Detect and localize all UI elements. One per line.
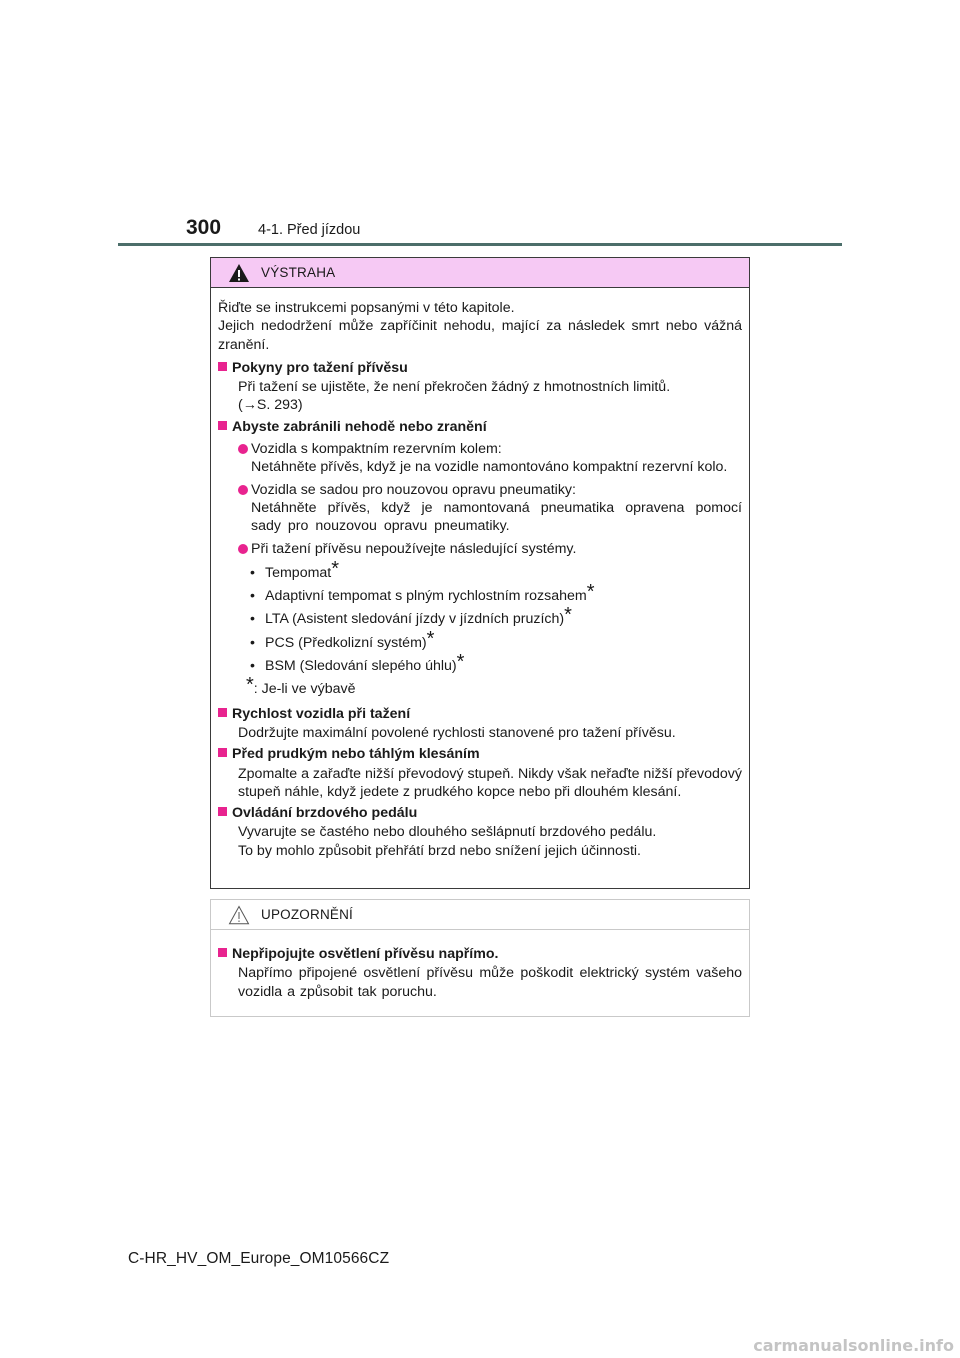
header-rule (118, 243, 842, 246)
system-item: • PCS (Předkolizní systém)* (250, 627, 435, 651)
bullet-item (218, 540, 742, 558)
warning-box (210, 257, 750, 889)
system-item: • BSM (Sledování slepého úhlu)* (250, 651, 465, 675)
square-bullet-icon (218, 708, 227, 717)
asterisk-mark: * (586, 581, 595, 604)
section-vehicle-speed (218, 705, 742, 743)
square-bullet-icon (218, 948, 227, 957)
caution-box (210, 899, 750, 1017)
warning-triangle-filled-icon (228, 263, 250, 283)
footnote: *: Je-li ve výbavě (246, 674, 356, 698)
square-bullet-icon (218, 362, 227, 371)
warning-label: VÝSTRAHA (261, 265, 336, 280)
asterisk-mark: * (456, 651, 465, 674)
systems-list (218, 557, 742, 675)
caution-label: UPOZORNĚNÍ (261, 907, 354, 922)
round-bullet-icon (238, 444, 248, 454)
section-heading: Rychlost vozidla při tažení (232, 705, 411, 722)
section-steep-descent (218, 745, 742, 801)
section-text: Dodržujte maximální povolené rychlosti stanovené pro tažení přívěsu. (238, 724, 676, 741)
system-item: • LTA (Asistent sledování jízdy v jízdních pruzích)* (250, 604, 572, 628)
section-brake-pedal (218, 804, 742, 860)
warning-body (211, 288, 749, 860)
caution-body (211, 930, 749, 1001)
section-heading: Abyste zabránili nehodě nebo zranění (232, 418, 487, 435)
warning-intro-line1: Řiďte se instrukcemi popsanými v této kapitole. (218, 300, 515, 316)
document-code: C-HR_HV_OM_Europe_OM10566CZ (128, 1250, 390, 1267)
section-text: Napřímo připojené osvětlení přívěsu může poškodit elektrický systém vašeho vozidla a způsobit tak poruchu. (238, 965, 742, 1000)
watermark: carmanualsonline.info (753, 1336, 954, 1355)
asterisk-mark: * (331, 557, 340, 580)
warning-header (211, 258, 749, 288)
warning-triangle-outline-icon (228, 905, 250, 925)
round-bullet-icon (238, 544, 248, 554)
bullet-line: Netáhněte přívěs, když je namontovaná pneumatika opravena pomocí sady pro nouzovou opravu pneumatiky. (251, 499, 742, 535)
section-text: Při tažení se ujistěte, že není překročen žádný z hmotnostních limitů. (238, 379, 671, 396)
section-towing-instructions (218, 359, 742, 415)
section-text: Vyvarujte se častého nebo dlouhého sešlápnutí brzdového pedálu. (238, 824, 657, 841)
bullet-line: Netáhněte přívěs, když je na vozidle namontováno kompaktní rezervní kolo. (251, 459, 728, 476)
warning-intro (218, 299, 742, 354)
bullet-line: Vozidla s kompaktním rezervním kolem: (251, 441, 502, 458)
section-heading: Ovládání brzdového pedálu (232, 805, 418, 822)
square-bullet-icon (218, 807, 227, 816)
section-prevent-accident (218, 418, 742, 699)
section-heading: Pokyny pro tažení přívěsu (232, 359, 408, 376)
square-bullet-icon (218, 748, 227, 757)
page-number: 300 (186, 216, 222, 239)
square-bullet-icon (218, 421, 227, 430)
round-bullet-icon (238, 485, 248, 495)
caution-header (211, 900, 749, 930)
page-reference: (→S. 293) (238, 397, 303, 414)
section-title: 4-1. Před jízdou (258, 222, 361, 238)
bullet-item (218, 440, 742, 477)
section-heading: Nepřipojujte osvětlení přívěsu napřímo. (232, 946, 499, 962)
bullet-line: Vozidla se sadou pro nouzovou opravu pneumatiky: (251, 481, 576, 498)
system-item: • Adaptivní tempomat s plným rychlostním rozsahem* (250, 581, 595, 605)
bullet-item (218, 481, 742, 536)
asterisk-mark: * (564, 604, 572, 627)
section-text: To by mohlo způsobit přehřátí brzd nebo snížení jejich účinnosti. (238, 842, 641, 859)
asterisk-mark: * (426, 627, 435, 650)
bullet-line: Při tažení přívěsu nepoužívejte následující systémy. (251, 540, 577, 557)
section-text: Zpomalte a zařaďte nižší převodový stupeň. Nikdy však neřaďte nižší převodový stupeň náhle, když jedete z prudkého kopce nebo při dlouhém klesání. (238, 765, 742, 800)
warning-intro-line2: Jejich nedodržení může zapříčinit nehodu, mající za následek smrt nebo vážná zranění. (218, 318, 742, 353)
section-heading: Před prudkým nebo táhlým klesáním (232, 746, 480, 763)
system-item: • Tempomat* (250, 557, 340, 581)
section-trailer-lights (218, 945, 742, 1001)
